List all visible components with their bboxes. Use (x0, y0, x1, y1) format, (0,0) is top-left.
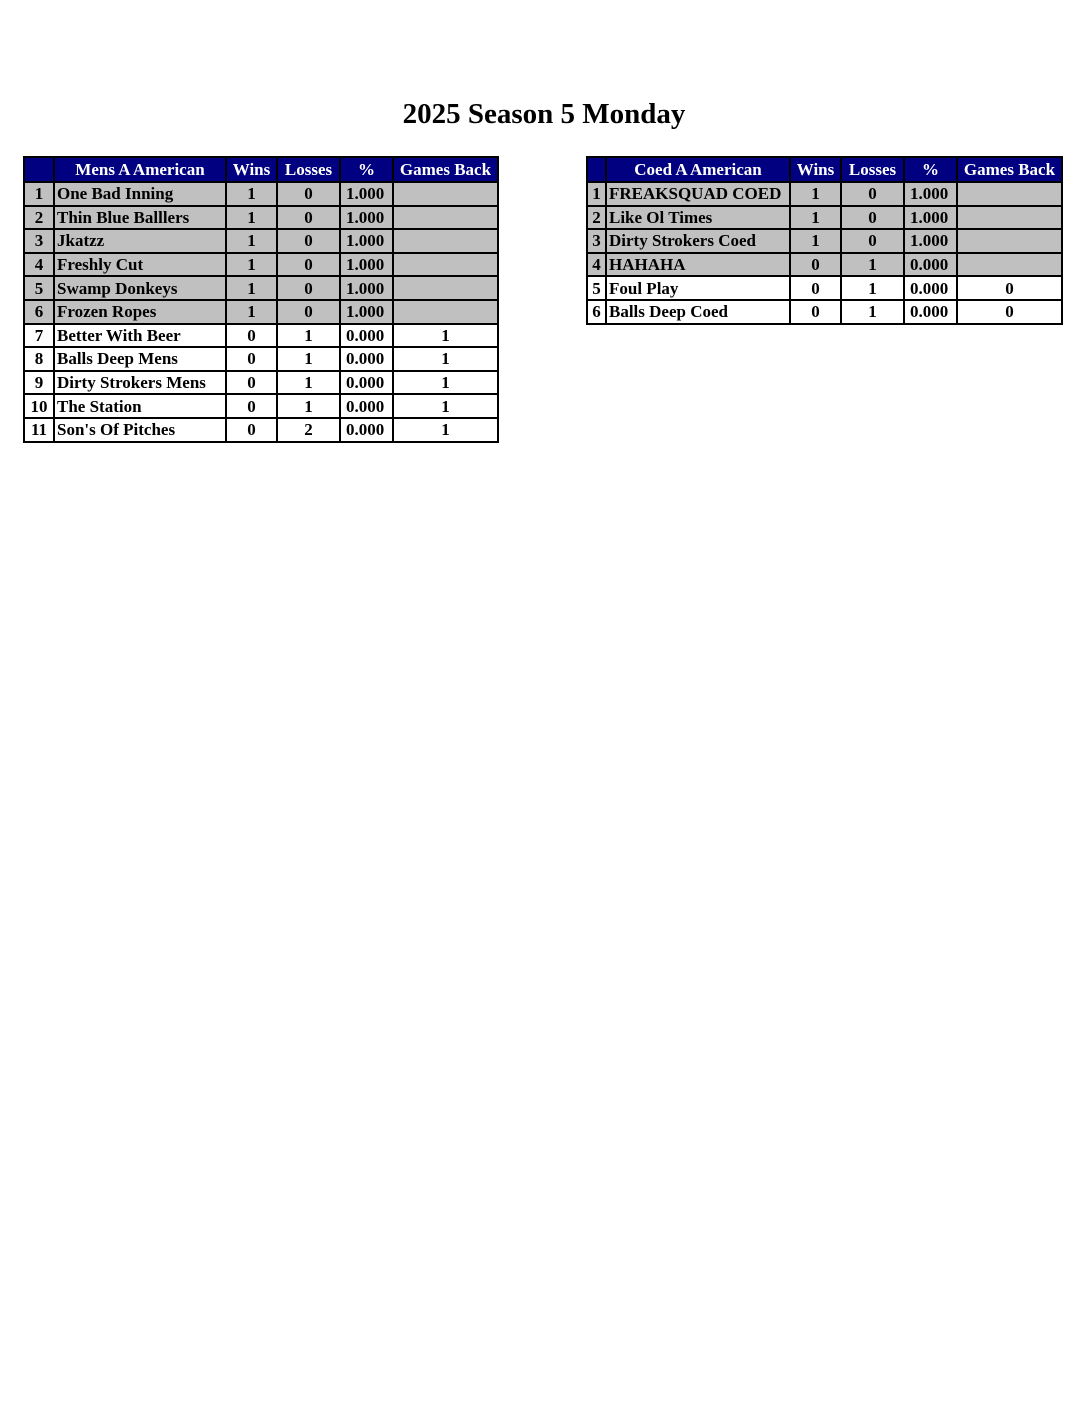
table-row (24, 253, 498, 277)
pct-cell: 1.000 (340, 300, 393, 324)
division-header: Coed A American (606, 157, 790, 182)
wins-cell: 1 (790, 182, 841, 206)
wins-cell: 1 (226, 253, 277, 277)
losses-cell: 1 (277, 347, 340, 371)
page-title: 2025 Season 5 Monday (402, 98, 686, 130)
games-back-cell (957, 229, 1062, 253)
wins-cell: 0 (226, 418, 277, 442)
pct-cell: 0.000 (904, 253, 957, 277)
games-back-cell (393, 253, 498, 277)
losses-header: Losses (841, 157, 904, 182)
table-row (587, 276, 1062, 300)
team-name-cell: HAHAHA (606, 253, 790, 277)
losses-cell: 0 (277, 229, 340, 253)
wins-cell: 0 (226, 394, 277, 418)
team-name-cell: FREAKSQUAD COED (606, 182, 790, 206)
games-back-cell: 0 (957, 300, 1062, 324)
table-row (24, 418, 498, 442)
wins-cell: 1 (226, 300, 277, 324)
wins-cell: 1 (226, 276, 277, 300)
games-back-cell: 0 (957, 276, 1062, 300)
pct-cell: 1.000 (340, 182, 393, 206)
games-back-cell: 1 (393, 324, 498, 348)
rank-cell: 2 (24, 206, 54, 230)
wins-cell: 1 (790, 229, 841, 253)
pct-cell: 1.000 (340, 253, 393, 277)
rank-cell: 10 (24, 394, 54, 418)
wins-cell: 1 (226, 182, 277, 206)
losses-cell: 1 (277, 371, 340, 395)
rank-cell: 8 (24, 347, 54, 371)
games-back-cell (957, 253, 1062, 277)
wins-header: Wins (226, 157, 277, 182)
table-row (587, 253, 1062, 277)
pct-cell: 1.000 (904, 182, 957, 206)
team-name-cell: Like Ol Times (606, 206, 790, 230)
losses-cell: 1 (277, 324, 340, 348)
table-row (24, 371, 498, 395)
team-name-cell: Freshly Cut (54, 253, 226, 277)
games-back-cell: 1 (393, 394, 498, 418)
pct-cell: 0.000 (904, 300, 957, 324)
rank-cell: 1 (24, 182, 54, 206)
games-back-cell (957, 206, 1062, 230)
table-row (587, 182, 1062, 206)
losses-cell: 1 (841, 276, 904, 300)
games-back-cell (957, 182, 1062, 206)
pct-cell: 1.000 (340, 276, 393, 300)
rank-cell: 7 (24, 324, 54, 348)
games-back-header: Games Back (957, 157, 1062, 182)
table-row (587, 300, 1062, 324)
losses-cell: 0 (277, 253, 340, 277)
team-name-cell: Balls Deep Mens (54, 347, 226, 371)
wins-header: Wins (790, 157, 841, 182)
wins-cell: 1 (790, 206, 841, 230)
rank-cell: 4 (587, 253, 606, 277)
mens-a-american-standings-table (23, 156, 499, 443)
losses-header: Losses (277, 157, 340, 182)
table-header-row (587, 157, 1062, 182)
losses-cell: 0 (277, 276, 340, 300)
pct-cell: 0.000 (340, 347, 393, 371)
team-name-cell: Swamp Donkeys (54, 276, 226, 300)
rank-cell: 5 (24, 276, 54, 300)
games-back-cell: 1 (393, 418, 498, 442)
wins-cell: 0 (226, 347, 277, 371)
rank-cell: 4 (24, 253, 54, 277)
table-row (24, 394, 498, 418)
coed-table-body (587, 182, 1062, 324)
team-name-cell: Son's Of Pitches (54, 418, 226, 442)
table-row (24, 206, 498, 230)
team-name-cell: Dirty Strokers Coed (606, 229, 790, 253)
losses-cell: 0 (841, 182, 904, 206)
pct-cell: 1.000 (904, 229, 957, 253)
table-row (587, 229, 1062, 253)
table-row (24, 347, 498, 371)
games-back-cell: 1 (393, 347, 498, 371)
losses-cell: 1 (841, 300, 904, 324)
losses-cell: 2 (277, 418, 340, 442)
team-name-cell: Foul Play (606, 276, 790, 300)
losses-cell: 1 (841, 253, 904, 277)
table-row (24, 229, 498, 253)
table-header-row (24, 157, 498, 182)
wins-cell: 0 (790, 300, 841, 324)
coed-a-american-standings-table (586, 156, 1063, 325)
table-row (24, 276, 498, 300)
losses-cell: 0 (277, 182, 340, 206)
team-name-cell: Balls Deep Coed (606, 300, 790, 324)
team-name-cell: Dirty Strokers Mens (54, 371, 226, 395)
rank-cell: 1 (587, 182, 606, 206)
table-row (587, 206, 1062, 230)
pct-cell: 0.000 (904, 276, 957, 300)
losses-cell: 1 (277, 394, 340, 418)
pct-cell: 1.000 (340, 206, 393, 230)
rank-header (24, 157, 54, 182)
division-header: Mens A American (54, 157, 226, 182)
rank-cell: 6 (24, 300, 54, 324)
mens-table-body (24, 182, 498, 442)
wins-cell: 0 (790, 276, 841, 300)
pct-cell: 1.000 (904, 206, 957, 230)
team-name-cell: The Station (54, 394, 226, 418)
team-name-cell: Frozen Ropes (54, 300, 226, 324)
games-back-cell (393, 206, 498, 230)
games-back-header: Games Back (393, 157, 498, 182)
table-row (24, 324, 498, 348)
games-back-cell (393, 182, 498, 206)
games-back-cell (393, 276, 498, 300)
wins-cell: 1 (226, 206, 277, 230)
wins-cell: 0 (226, 324, 277, 348)
pct-header: % (904, 157, 957, 182)
games-back-cell (393, 300, 498, 324)
team-name-cell: One Bad Inning (54, 182, 226, 206)
pct-cell: 0.000 (340, 371, 393, 395)
team-name-cell: Thin Blue Balllers (54, 206, 226, 230)
rank-cell: 5 (587, 276, 606, 300)
rank-header (587, 157, 606, 182)
wins-cell: 0 (790, 253, 841, 277)
pct-cell: 0.000 (340, 394, 393, 418)
losses-cell: 0 (841, 206, 904, 230)
games-back-cell (393, 229, 498, 253)
losses-cell: 0 (277, 206, 340, 230)
table-row (24, 300, 498, 324)
losses-cell: 0 (277, 300, 340, 324)
rank-cell: 9 (24, 371, 54, 395)
rank-cell: 3 (24, 229, 54, 253)
rank-cell: 2 (587, 206, 606, 230)
pct-cell: 1.000 (340, 229, 393, 253)
pct-header: % (340, 157, 393, 182)
wins-cell: 0 (226, 371, 277, 395)
rank-cell: 11 (24, 418, 54, 442)
wins-cell: 1 (226, 229, 277, 253)
pct-cell: 0.000 (340, 418, 393, 442)
rank-cell: 3 (587, 229, 606, 253)
rank-cell: 6 (587, 300, 606, 324)
team-name-cell: Better With Beer (54, 324, 226, 348)
team-name-cell: Jkatzz (54, 229, 226, 253)
table-row (24, 182, 498, 206)
games-back-cell: 1 (393, 371, 498, 395)
losses-cell: 0 (841, 229, 904, 253)
pct-cell: 0.000 (340, 324, 393, 348)
